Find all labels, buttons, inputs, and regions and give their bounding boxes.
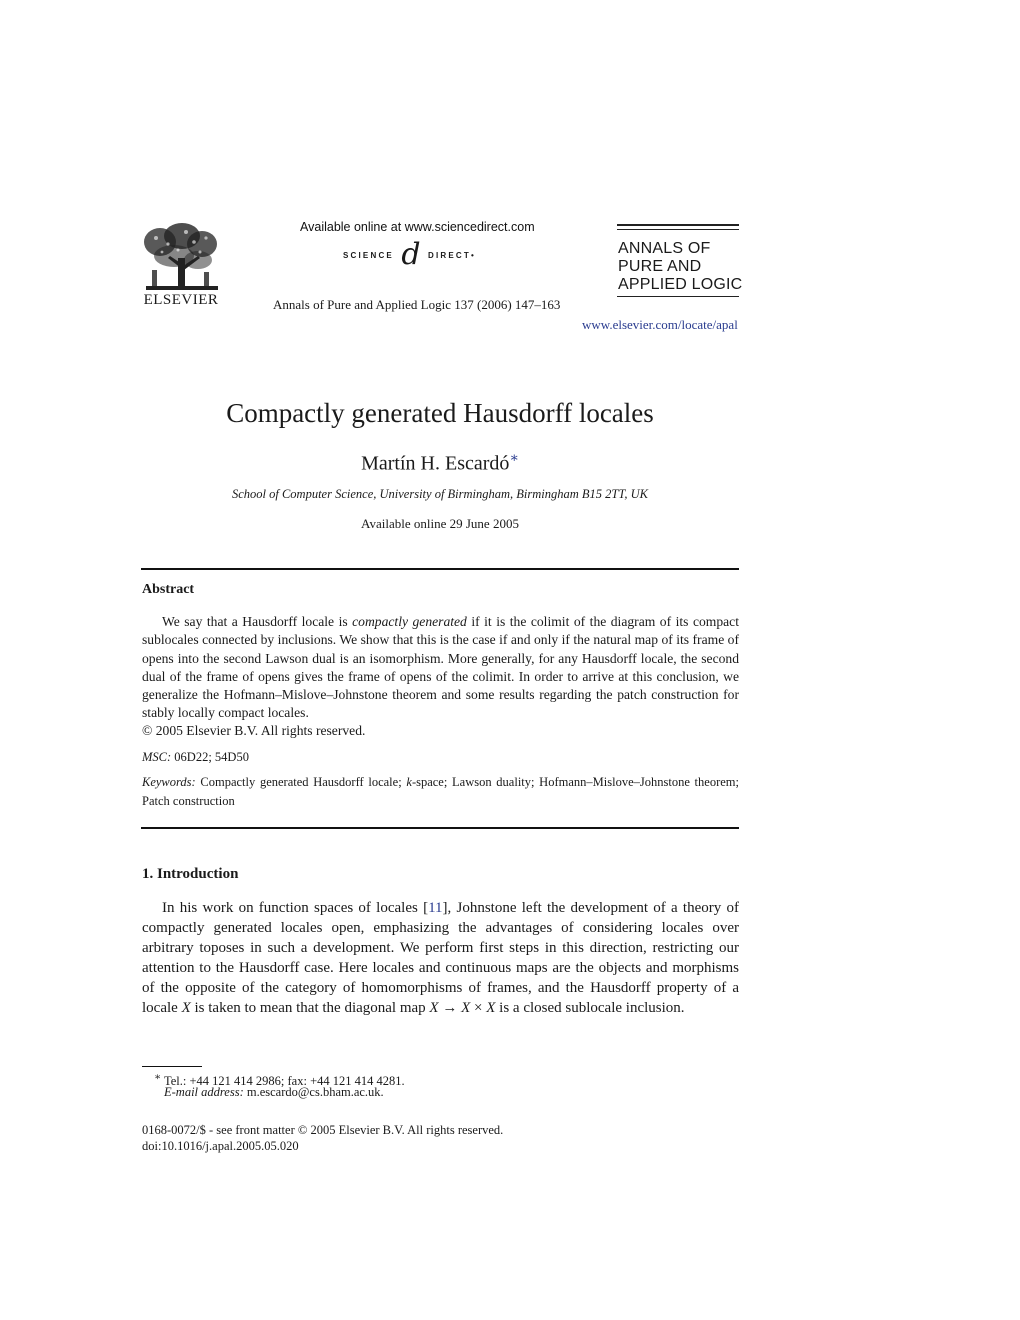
email-label: E-mail address:: [164, 1085, 244, 1099]
section-heading-introduction: 1. Introduction: [142, 866, 239, 882]
sd-word-science: SCIENCE: [343, 250, 394, 260]
abstract-paragraph: [142, 613, 739, 723]
footnote-mark: ∗: [154, 1072, 162, 1083]
journal-name-line: APPLIED LOGIC: [618, 276, 743, 293]
footnote-rule: [142, 1066, 202, 1067]
abstract-bottom-rule: [141, 827, 739, 829]
msc-value: 06D22; 54D50: [171, 750, 249, 764]
math-var: X: [461, 1000, 471, 1016]
introduction-body: [142, 898, 739, 1018]
sd-dot: •: [470, 250, 476, 260]
journal-name-line: ANNALS OF: [618, 240, 711, 257]
math-var: X: [429, 1000, 439, 1016]
journal-name-line: PURE AND: [618, 258, 702, 275]
journal-rule-top-thin: [617, 229, 739, 230]
keywords-block: [142, 773, 739, 811]
sd-word-direct: DIRECT: [427, 250, 471, 260]
journal-citation: Annals of Pure and Applied Logic 137 (2006) 147–163: [273, 297, 561, 312]
journal-rule-bottom: [617, 296, 739, 297]
keywords-k: k: [406, 775, 412, 789]
abstract-text: We say that a Hausdorff locale is: [162, 614, 353, 629]
paper-title: Compactly generated Hausdorff locales: [226, 398, 654, 428]
math-var: X: [181, 1000, 191, 1016]
abstract-emphasis: compactly generated: [352, 614, 467, 629]
msc-label: MSC:: [142, 750, 172, 764]
keywords-text: Compactly generated Hausdorff locale;: [195, 775, 407, 789]
introduction-paragraph: [142, 898, 739, 1018]
math-var: X: [486, 1000, 496, 1016]
affiliation: School of Computer Science, University of Birmingham, Birmingham B15 2TT, UK: [231, 487, 649, 501]
journal-url-link[interactable]: www.elsevier.com/locate/apal: [582, 317, 738, 332]
keywords-label: Keywords:: [142, 775, 196, 789]
front-matter-line: 0168-0072/$ - see front matter © 2005 Elsevier B.V. All rights reserved.: [142, 1123, 504, 1137]
footnote-tel-text: Tel.: +44 121 414 2986; fax: +44 121 414 4281.: [161, 1074, 405, 1089]
sciencedirect-logo: [343, 238, 476, 272]
email-value[interactable]: m.escardo@cs.bham.ac.uk.: [243, 1085, 384, 1099]
online-date: Available online 29 June 2005: [361, 516, 519, 531]
publisher-name: ELSEVIER: [143, 292, 219, 308]
author-line: [0, 450, 880, 476]
tree-icon: [138, 222, 224, 294]
abstract-heading: Abstract: [142, 582, 195, 597]
author-name: Martín H. Escardó: [361, 452, 510, 475]
math-times: ×: [470, 1000, 487, 1016]
abstract-text: if it is the colimit of the diagram of its compact sublocales connected by inclusions. We show that this is the case if and only if the natural map of its frame of opens into the second Lawson dual is an isomorphism. More generally, for any Hausdorff locale, the second dual of the frame of opens gives the frame of opens of the colimit. In order to arrive at this conclusion, we generalize the Hofmann–Mislove–Johnstone theorem and some results regarding the patch construction for stably locally compact locales.: [142, 614, 739, 721]
intro-text: In his work on function spaces of locales [: [162, 900, 429, 916]
abstract-top-rule: [141, 568, 739, 570]
math-arrow: →: [438, 1000, 462, 1016]
abstract-body: [142, 613, 739, 723]
sd-d-icon: d: [401, 237, 421, 272]
available-online-text: Available online at www.sciencedirect.com: [300, 220, 535, 234]
citation-link[interactable]: 11: [428, 900, 443, 916]
intro-text: is taken to mean that the diagonal map: [190, 1000, 430, 1016]
keywords-text: -space; Lawson duality; Hofmann–Mislove–Johnstone theorem; Patch construction: [142, 775, 739, 808]
author-footnote-mark[interactable]: ∗: [509, 451, 519, 466]
intro-text: is a closed sublocale inclusion.: [495, 1000, 685, 1016]
intro-text: ], Johnstone left the development of a theory of compactly generated locales open, emphasizing the advantages of considering locales over arbitrary toposes in such a development. We perform first steps in this direction, restricting our attention to the Hausdorff case. Here locales and continuous maps are the objects and morphisms of the opposite of the category of homomorphisms of frames, and the Hausdorff property of a locale: [142, 900, 739, 1016]
journal-name: [618, 240, 758, 294]
msc-line: [142, 750, 249, 765]
doi-line: doi:10.1016/j.apal.2005.05.020: [142, 1139, 299, 1153]
footnote-email: [164, 1085, 384, 1100]
abstract-copyright: © 2005 Elsevier B.V. All rights reserved.: [142, 723, 366, 738]
journal-rule-top: [617, 224, 739, 226]
